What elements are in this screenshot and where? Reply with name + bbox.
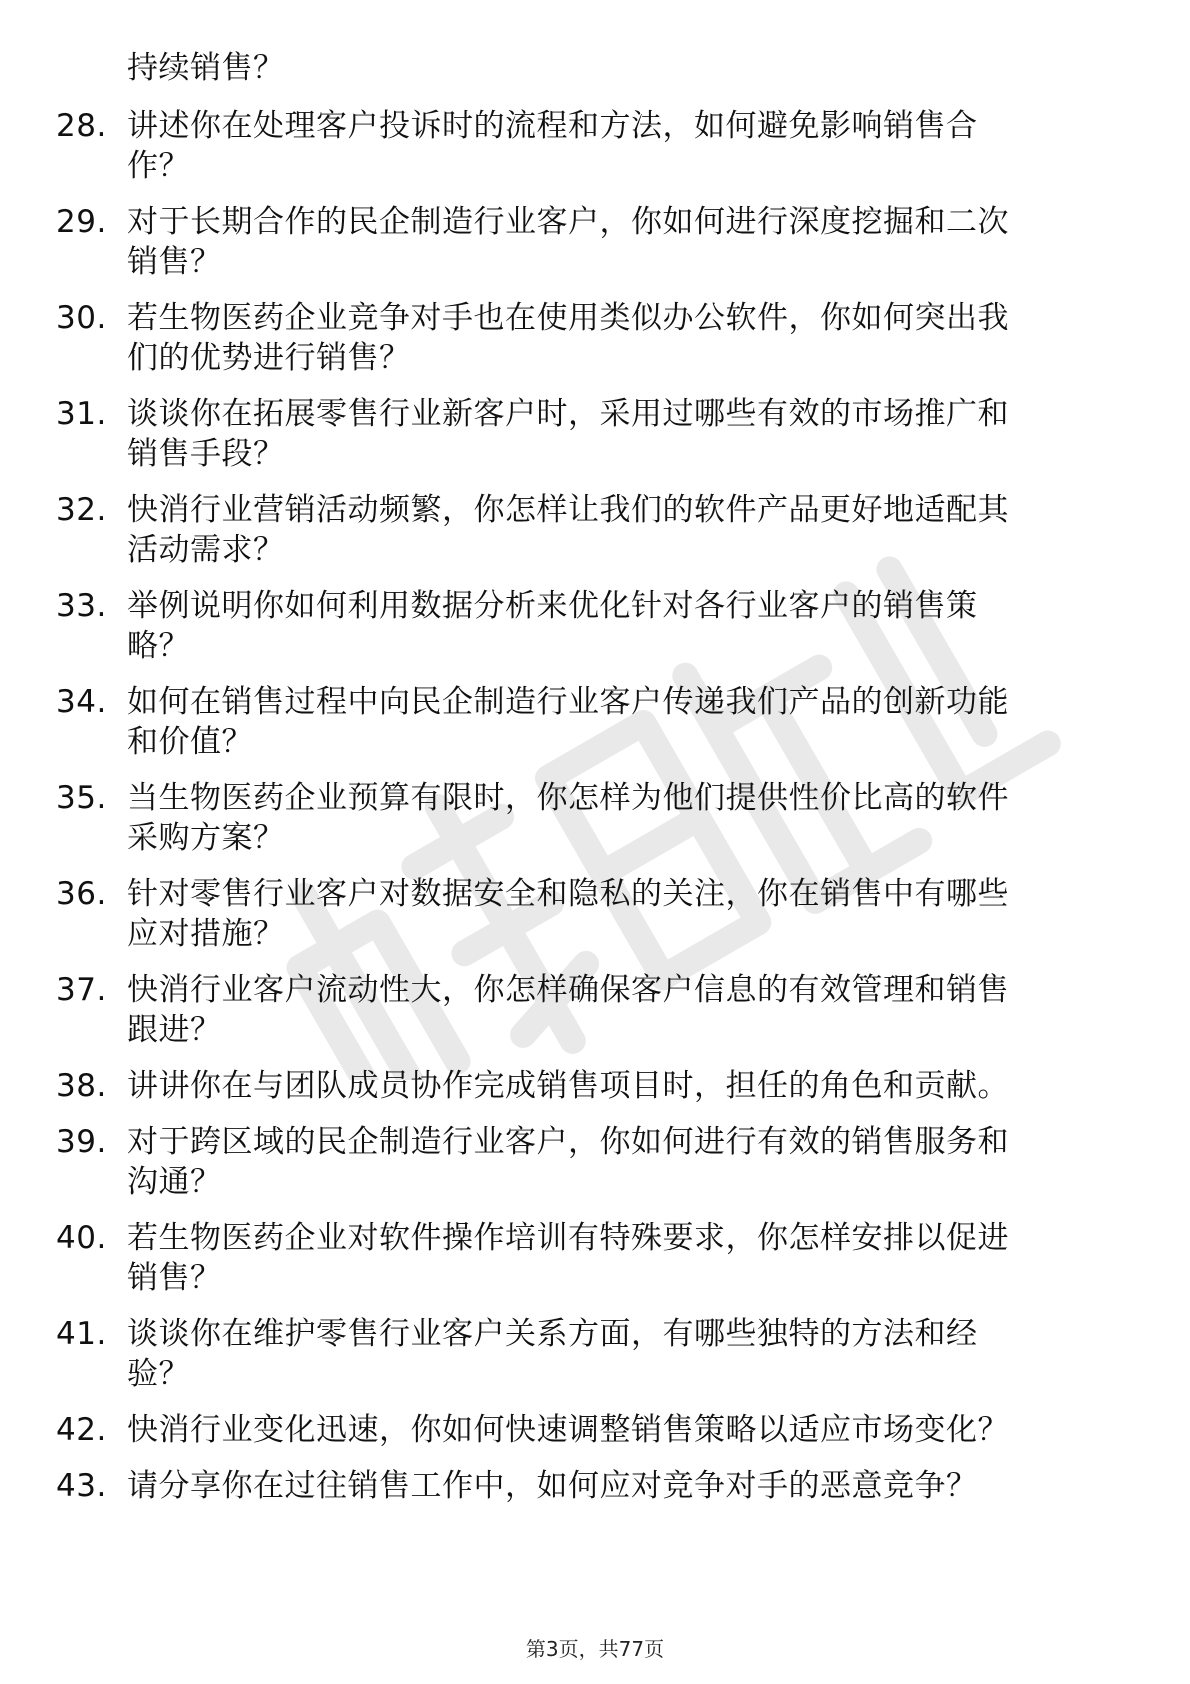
question-text-line: 和价值？ (127, 724, 253, 760)
question-text-line: 讲述你在处理客户投诉时的流程和方法，如何避免影响销售合 (127, 108, 978, 144)
question-text-line: 举例说明你如何利用数据分析来优化针对各行业客户的销售策 (127, 588, 978, 624)
question-text-line: 验？ (127, 1356, 190, 1392)
question-text (127, 490, 1117, 570)
question-text-line: 作？ (127, 148, 190, 184)
question-text (127, 586, 1117, 666)
question-text-line: 略？ (127, 628, 190, 664)
question-number: 41. (56, 1316, 107, 1352)
question-text-line: 销售？ (127, 1260, 222, 1296)
question-text-line: 谈谈你在拓展零售行业新客户时，采用过哪些有效的市场推广和 (127, 396, 1009, 432)
question-number: 30. (56, 300, 107, 336)
question-text-line: 快消行业营销活动频繁，你怎样让我们的软件产品更好地适配其 (127, 492, 1009, 528)
question-text (127, 1122, 1117, 1202)
question-number: 37. (56, 972, 107, 1008)
question-text-line: 对于跨区域的民企制造行业客户，你如何进行有效的销售服务和 (127, 1124, 1009, 1160)
question-text (127, 1314, 1117, 1394)
page-number-footer: 第3页，共77页 (525, 1637, 665, 1661)
question-number: 29. (56, 204, 107, 240)
question-text (127, 394, 1117, 474)
question-text-line: 当生物医药企业预算有限时，你怎样为他们提供性价比高的软件 (127, 780, 1009, 816)
question-text-line: 们的优势进行销售？ (127, 340, 411, 376)
question-text-line: 跟进？ (127, 1012, 222, 1048)
question-number: 33. (56, 588, 107, 624)
question-text (127, 682, 1117, 762)
question-number: 35. (56, 780, 107, 816)
question-number: 36. (56, 876, 107, 912)
question-text-line: 对于长期合作的民企制造行业客户，你如何进行深度挖掘和二次 (127, 204, 1009, 240)
question-text (127, 1066, 1117, 1106)
question-text (127, 48, 1117, 88)
question-number: 38. (56, 1068, 107, 1104)
question-number: 34. (56, 684, 107, 720)
question-text (127, 874, 1117, 954)
question-text-line: 应对措施？ (127, 916, 285, 952)
question-text (127, 298, 1117, 378)
question-number: 32. (56, 492, 107, 528)
question-number: 42. (56, 1412, 107, 1448)
question-text-line: 如何在销售过程中向民企制造行业客户传递我们产品的创新功能 (127, 684, 1009, 720)
question-text (127, 106, 1117, 186)
question-text-line: 若生物医药企业竞争对手也在使用类似办公软件，你如何突出我 (127, 300, 1009, 336)
question-text-line: 谈谈你在维护零售行业客户关系方面，有哪些独特的方法和经 (127, 1316, 978, 1352)
question-number: 40. (56, 1220, 107, 1256)
question-text-line: 采购方案？ (127, 820, 285, 856)
question-number: 39. (56, 1124, 107, 1160)
question-text (127, 970, 1117, 1050)
question-text-line: 针对零售行业客户对数据安全和隐私的关注，你在销售中有哪些 (127, 876, 1009, 912)
question-text (127, 1410, 1117, 1450)
question-text-line: 沟通？ (127, 1164, 222, 1200)
question-text-line: 讲讲你在与团队成员协作完成销售项目时，担任的角色和贡献。 (127, 1068, 1009, 1104)
question-text (127, 202, 1117, 282)
question-text-line: 请分享你在过往销售工作中，如何应对竞争对手的恶意竞争？ (127, 1468, 978, 1504)
question-text-line: 快消行业客户流动性大，你怎样确保客户信息的有效管理和销售 (127, 972, 1009, 1008)
question-text-line: 活动需求？ (127, 532, 285, 568)
question-text-line: 快消行业变化迅速，你如何快速调整销售策略以适应市场变化？ (127, 1412, 1009, 1448)
question-text-line: 若生物医药企业对软件操作培训有特殊要求，你怎样安排以促进 (127, 1220, 1009, 1256)
question-number: 43. (56, 1468, 107, 1504)
question-text (127, 1218, 1117, 1298)
question-text-line: 持续销售？ (127, 50, 285, 86)
question-number: 28. (56, 108, 107, 144)
question-text (127, 1466, 1117, 1506)
question-text-line: 销售手段？ (127, 436, 285, 472)
question-number: 31. (56, 396, 107, 432)
question-text-line: 销售？ (127, 244, 222, 280)
question-text (127, 778, 1117, 858)
